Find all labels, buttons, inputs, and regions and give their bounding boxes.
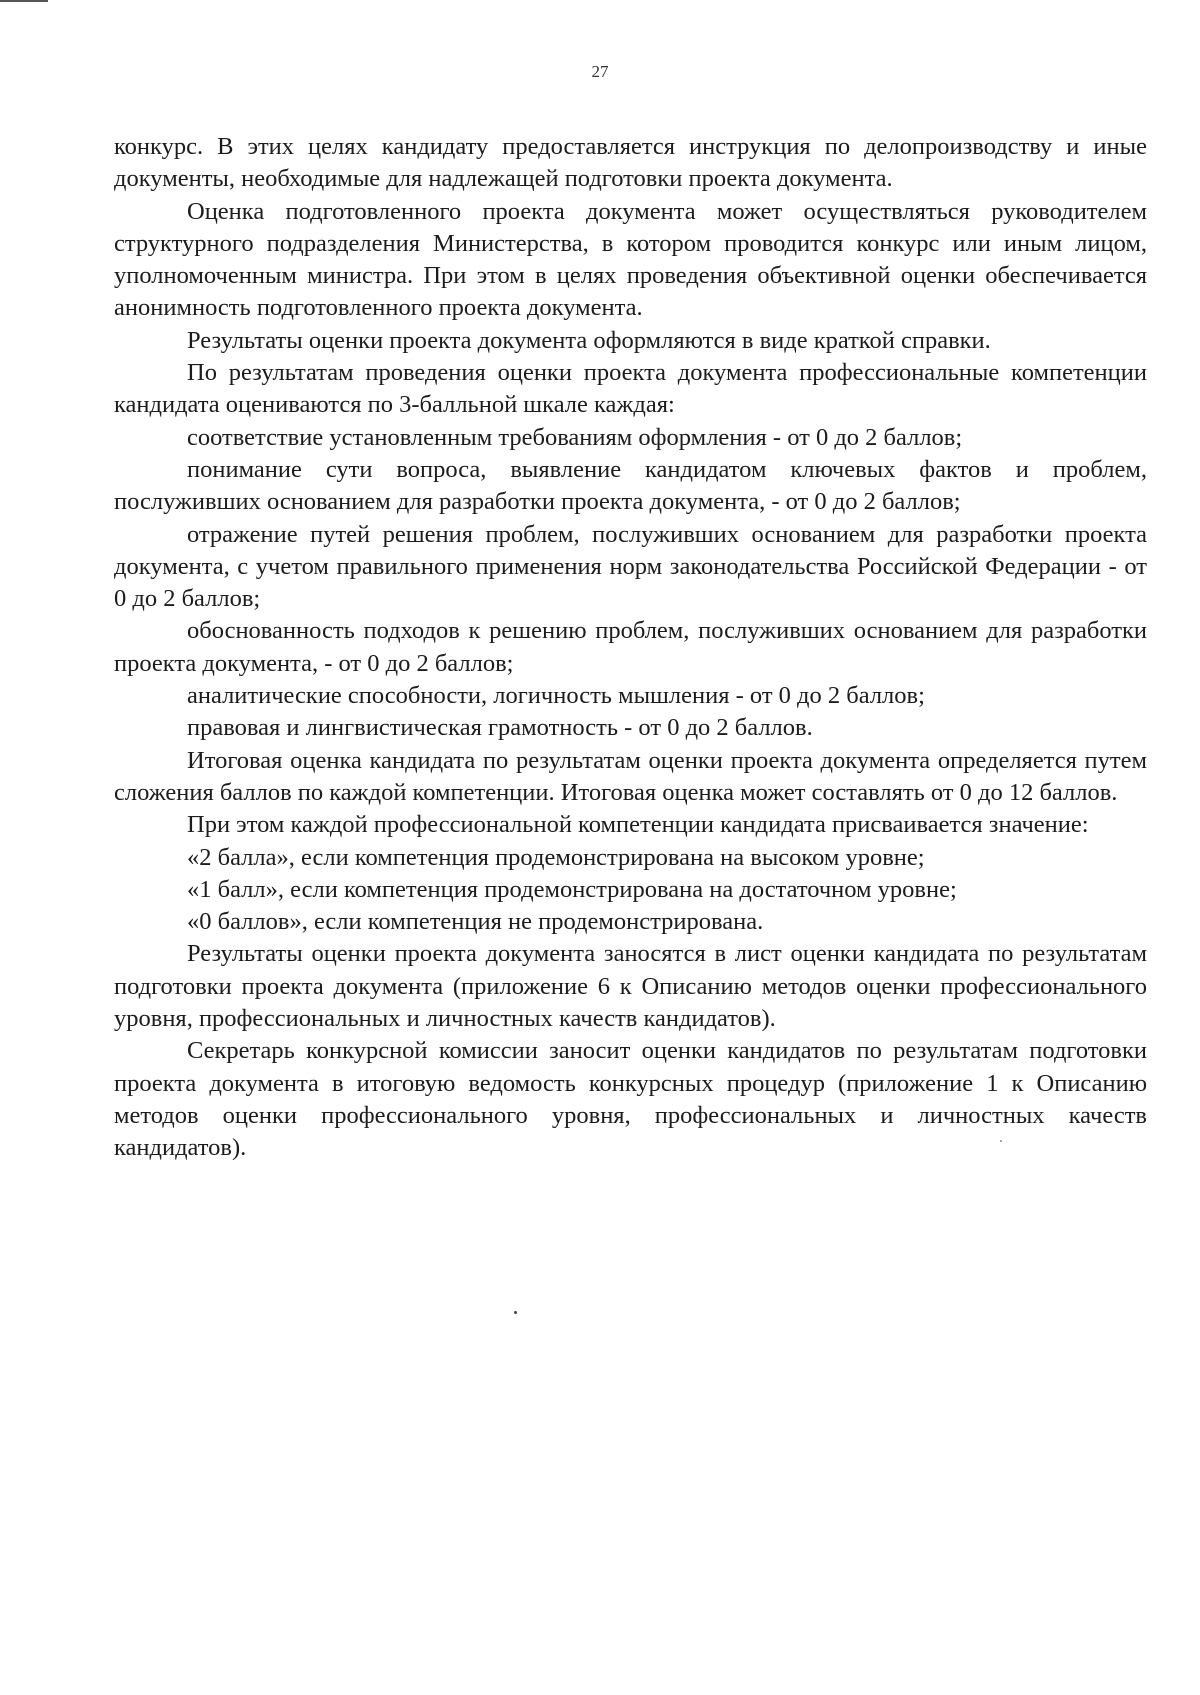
criterion-solutions: отражение путей решения проблем, послуживших основанием для разработки проекта документа, с учетом правильного применения норм законодательства Российской Федерации - от 0 до 2 баллов; (114, 520, 1147, 613)
scan-corner-mark (0, 0, 48, 2)
criterion-literacy: правовая и лингвистическая грамотность - от 0 до 2 баллов. (187, 714, 813, 742)
score-value-2: «2 балла», если компетенция продемонстрирована на высоком уровне; (187, 843, 925, 871)
paragraph-results-summary: Результаты оценки проекта документа оформляются в виде краткой справки. (187, 326, 991, 354)
paragraph-continuation: конкурс. В этих целях кандидату предоставляется инструкция по делопроизводству и иные документы, необходимые для надлежащей подготовки проекта документа. (114, 133, 1147, 193)
paragraph-evaluation-sheet: Результаты оценки проекта документа заносятся в лист оценки кандидата по результатам подготовки проекта документа (приложение 6 к Описанию методов оценки профессионального уровня, профессиональных и личностных качеств кандидатов). (114, 940, 1147, 1033)
scan-speck (514, 1311, 517, 1314)
document-body (114, 131, 1147, 1165)
criterion-formatting: соответствие установленным требованиям оформления - от 0 до 2 баллов; (187, 423, 963, 451)
paragraph-evaluation-by-head: Оценка подготовленного проекта документа может осуществляться руководителем структурного подразделения Министерства, в котором проводится конкурс или иным лицом, уполномоченным министра. При этом в целях проведения объективной оценки обеспечивается анонимность подготовленного проекта документа. (114, 197, 1147, 322)
paragraph-secretary-ledger: Секретарь конкурсной комиссии заносит оценки кандидатов по результатам подготовки проекта документа в итоговую ведомость конкурсных процедур (приложение 1 к Описанию методов оценки профессионального уровня, профессиональных и личностных качеств кандидатов). (114, 1037, 1147, 1162)
criterion-understanding: понимание сути вопроса, выявление кандидатом ключевых фактов и проблем, послуживших основанием для разработки проекта документа, - от 0 до 2 баллов; (114, 455, 1147, 516)
paragraph-final-score: Итоговая оценка кандидата по результатам оценки проекта документа определяется путем сложения баллов по каждой компетенции. Итоговая оценка может составлять от 0 до 12 баллов. (114, 746, 1147, 806)
scan-speck (1000, 1140, 1002, 1142)
paragraph-score-values-intro: При этом каждой профессиональной компетенции кандидата присваивается значение: (187, 811, 1089, 839)
score-value-0: «0 баллов», если компетенция не продемонстрирована. (187, 908, 764, 936)
paragraph-scoring-scale: По результатам проведения оценки проекта документа профессиональные компетенции кандидата оцениваются по 3-балльной шкале каждая: (114, 359, 1147, 419)
criterion-analytical-ability: аналитические способности, логичность мышления - от 0 до 2 баллов; (187, 682, 925, 710)
page-number: 27 (591, 62, 609, 81)
criterion-approach-validity: обоснованность подходов к решению проблем, послуживших основанием для разработки проекта документа, - от 0 до 2 баллов; (114, 617, 1147, 677)
score-value-1: «1 балл», если компетенция продемонстрирована на достаточном уровне; (187, 875, 957, 903)
